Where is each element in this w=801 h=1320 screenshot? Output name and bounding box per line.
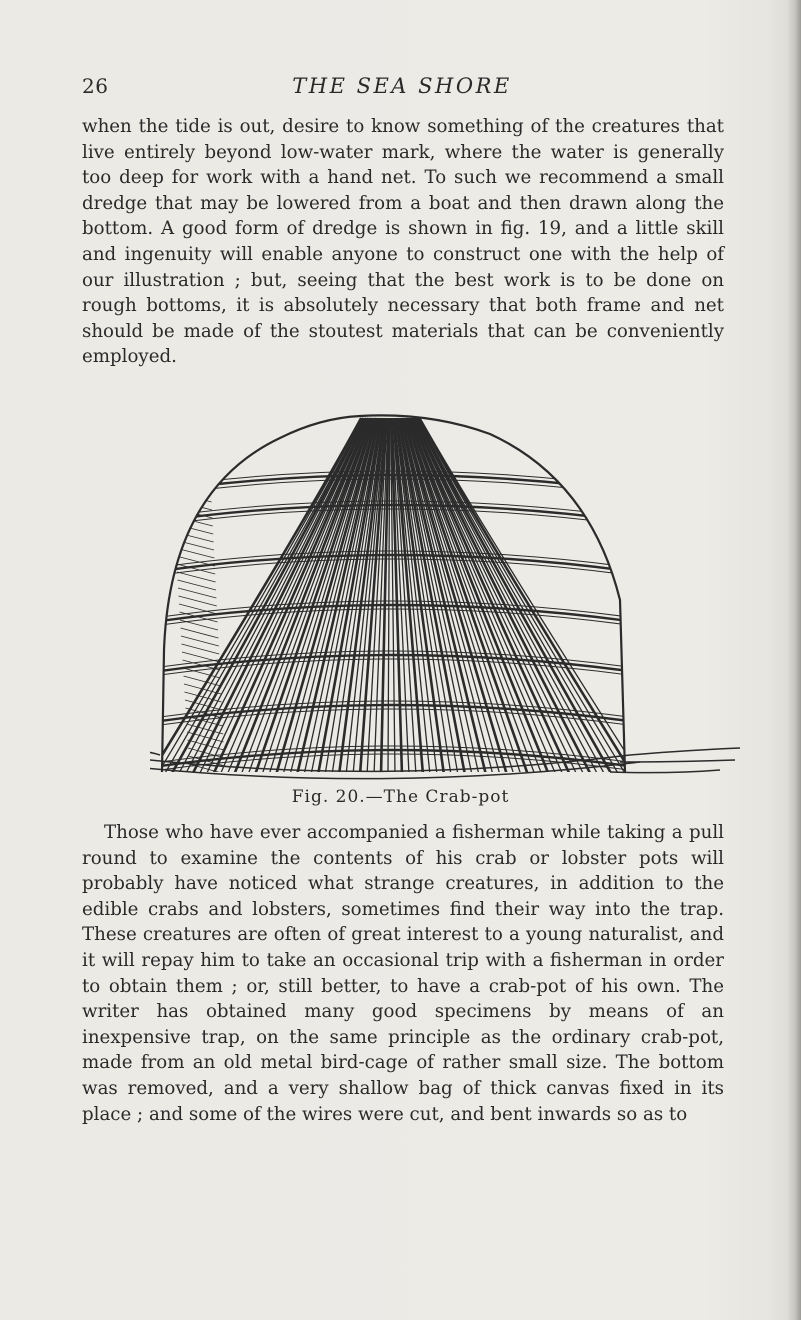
page-number: 26 xyxy=(82,74,109,98)
page-edge-shadow xyxy=(787,0,801,1320)
body-paragraph: Those who have ever accompanied a fisherman while taking a pull round to examine the contents of his crab or lobster pots will probably have noticed what strange creatures, in addition to the edible crabs and lobsters, sometimes find their way into the trap. These creatures are often of great interest to a young naturalist, and it will repay him to take an occasional trip with a fisherman in order to obtain them ; or, still better, to have a crab-pot of his own. The writer has obtained many good specimens by means of an inexpensive trap, on the same principle as the ordinary crab-pot, made from an old metal bird-cage of rather small size. The bottom was removed, and a very shallow bag of thick canvas fixed in its place ; and some of the wires were cut, and bent inwards so as to xyxy=(82,822,724,1125)
crab-pot-engraving xyxy=(150,400,750,780)
figure-caption: Fig. 20.—The Crab-pot xyxy=(291,787,510,807)
body-paragraph: when the tide is out, desire to know something of the creatures that live entirely beyond low-water mark, where the water is generally too deep for work with a hand net. To such we recommend a small dredge that may be lowered from a boat and then drawn along the bottom. A good form of dredge is shown in fig. 19, and a little skill and ingenuity will enable anyone to construct one with the help of our illustration ; but, seeing that the best work is to be done on rough bottoms, it is absolutely necessary that both frame and net should be made of the stoutest materials that can be conveniently employed. xyxy=(82,116,724,368)
running-title: THE SEA SHORE xyxy=(292,74,512,98)
page-header xyxy=(82,74,722,104)
crab-pot-illustration xyxy=(150,400,750,780)
